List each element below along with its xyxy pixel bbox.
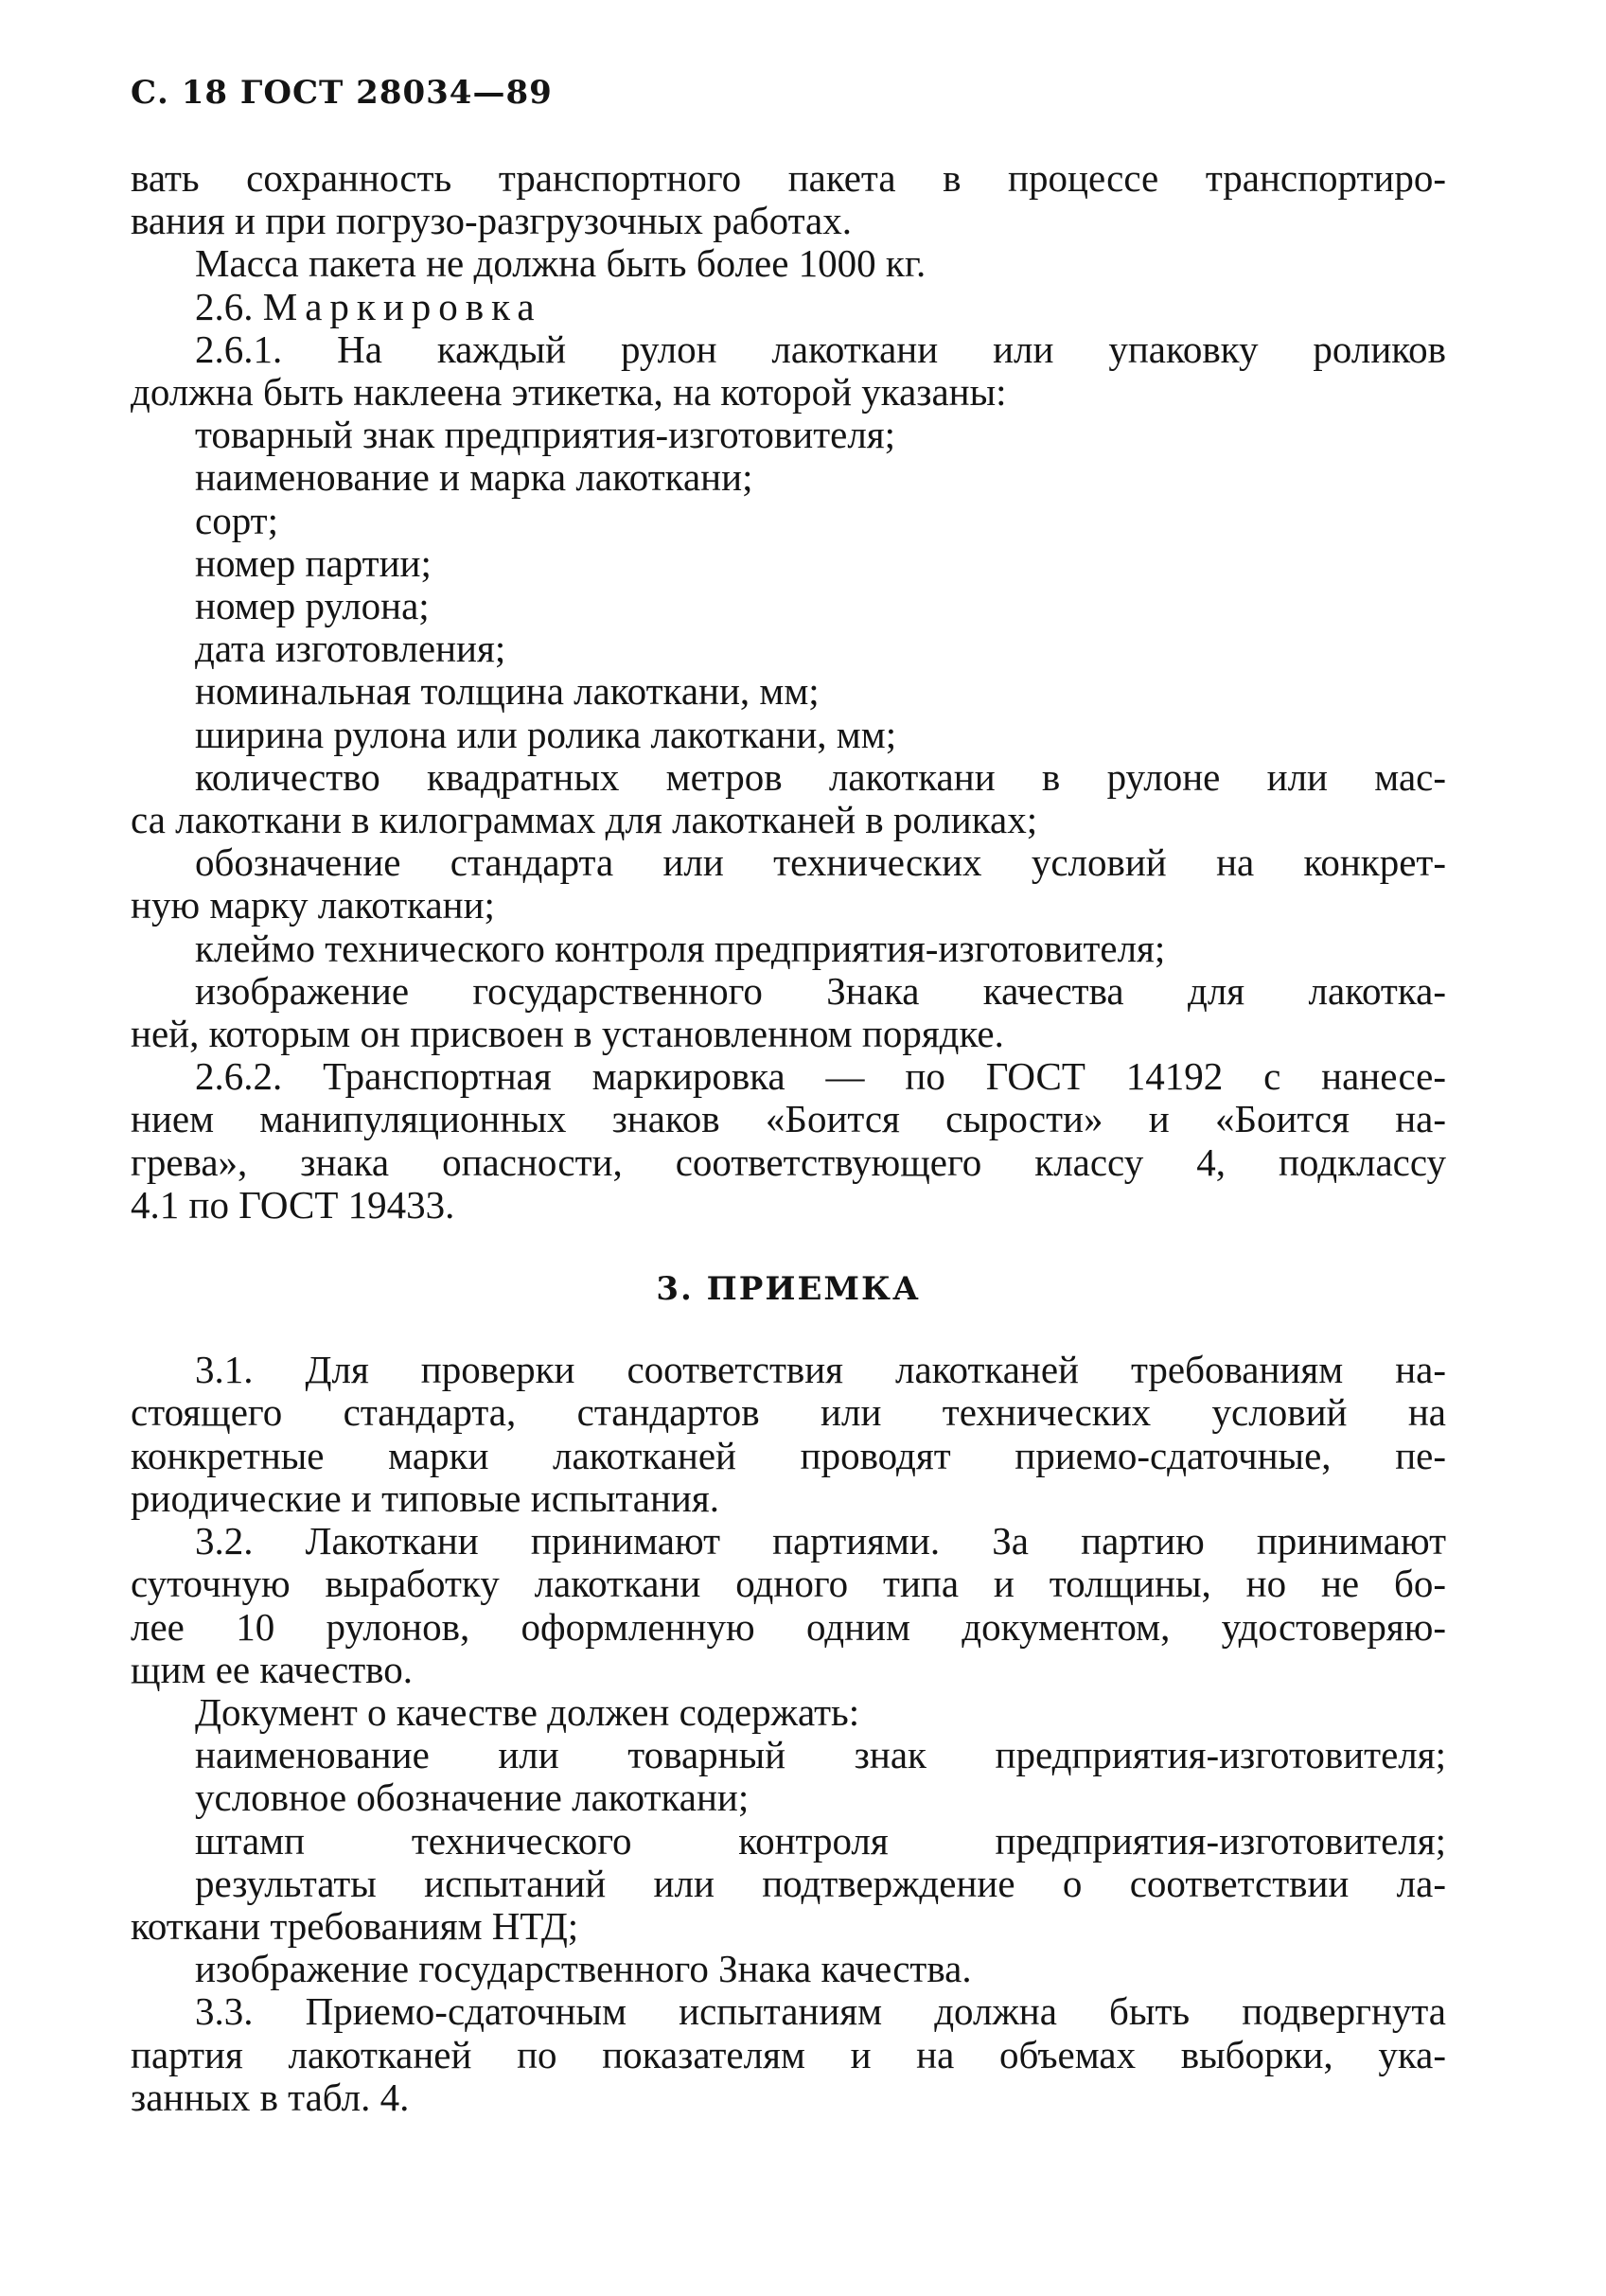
list-item: клеймо технического контроля предприятия-изготовителя; — [195, 926, 1166, 970]
text-line: Документ о качестве должен содержать: — [195, 1689, 860, 1734]
list-item: товарный знак предприятия-изготовителя; — [195, 413, 896, 457]
list-item: наименование или товарный знак предприятия-изготовителя; — [195, 1733, 1446, 1777]
text-line: должна быть наклеена этикетка, на которой указаны: — [131, 370, 1007, 415]
list-item-cont: ней, которым он присвоен в установленном порядке. — [131, 1012, 1004, 1056]
text-line: 3.2. Лакоткани принимают партиями. За партию принимают — [195, 1519, 1446, 1563]
document-body — [131, 157, 1446, 2119]
list-item-cont: коткани требованиям НТД; — [131, 1903, 579, 1948]
marking-heading — [131, 286, 1446, 328]
text-line: Масса пакета не должна быть более 1000 кг. — [195, 241, 927, 286]
text-line: занных в табл. 4. — [131, 2075, 410, 2119]
text-line: вания и при погрузо-разгрузочных работах. — [131, 199, 852, 243]
list-item: штамп технического контроля предприятия-изготовителя; — [195, 1818, 1446, 1863]
text-line: стоящего стандарта, стандартов или технических условий на — [131, 1390, 1446, 1435]
text-line: риодические и типовые испытания. — [131, 1475, 719, 1520]
text-line: вать сохранность транспортного пакета в процессе транспортиро- — [131, 156, 1446, 200]
text-line: конкретные марки лакотканей проводят приемо-сдаточные, пе- — [131, 1433, 1446, 1477]
list-item: номер партии; — [195, 540, 432, 585]
list-item: номинальная толщина лакоткани, мм; — [195, 669, 820, 714]
text-line: грева», знака опасности, соответствующего классу 4, подклассу — [131, 1139, 1446, 1184]
list-item: количество квадратных метров лакоткани в рулоне или мас- — [195, 754, 1446, 799]
section-heading: 3. ПРИЕМКА — [656, 1270, 921, 1309]
marking-number: 2.6. — [195, 284, 263, 328]
list-item-cont: са лакоткани в килограммах для лакотканей в роликах; — [131, 798, 1038, 842]
list-item: наименование и марка лакоткани; — [195, 455, 753, 500]
text-line: 3.1. Для проверки соответствия лакотканей требованиям на- — [195, 1348, 1446, 1392]
text-line: 2.6.2. Транспортная маркировка — по ГОСТ 14192 с нанесе- — [195, 1054, 1446, 1099]
list-item: ширина рулона или ролика лакоткани, мм; — [195, 712, 897, 756]
list-item-cont: ную марку лакоткани; — [131, 883, 495, 927]
list-item: изображение государственного Знака качества для лакотка- — [195, 968, 1446, 1013]
text-line: 4.1 по ГОСТ 19433. — [131, 1182, 455, 1227]
list-item: сорт; — [195, 498, 278, 542]
list-item: результаты испытаний или подтверждение о соответствии ла- — [195, 1861, 1446, 1905]
list-item: дата изготовления; — [195, 627, 506, 671]
page-header: С. 18 ГОСТ 28034—89 — [131, 74, 553, 112]
text-line: 2.6.1. На каждый рулон лакоткани или упаковку роликов — [195, 327, 1446, 371]
text-line: щим ее качество. — [131, 1647, 413, 1691]
list-item: изображение государственного Знака качества. — [195, 1947, 972, 1991]
text-line: суточную выработку лакоткани одного типа и толщины, но не бо- — [131, 1562, 1446, 1606]
text-line: лее 10 рулонов, оформленную одним документом, удостоверяю- — [131, 1604, 1446, 1649]
text-line: партия лакотканей по показателям и на объемах выборки, ука- — [131, 2032, 1446, 2076]
text-line: 3.3. Приемо-сдаточным испытаниям должна быть подвергнута — [195, 1989, 1446, 2034]
list-item: номер рулона; — [195, 584, 430, 628]
list-item: обозначение стандарта или технических условий на конкрет- — [195, 840, 1446, 885]
text-line: нием манипуляционных знаков «Боится сырости» и «Боится на- — [131, 1097, 1446, 1141]
marking-title: Маркировка — [262, 284, 542, 328]
list-item: условное обозначение лакоткани; — [195, 1775, 750, 1820]
